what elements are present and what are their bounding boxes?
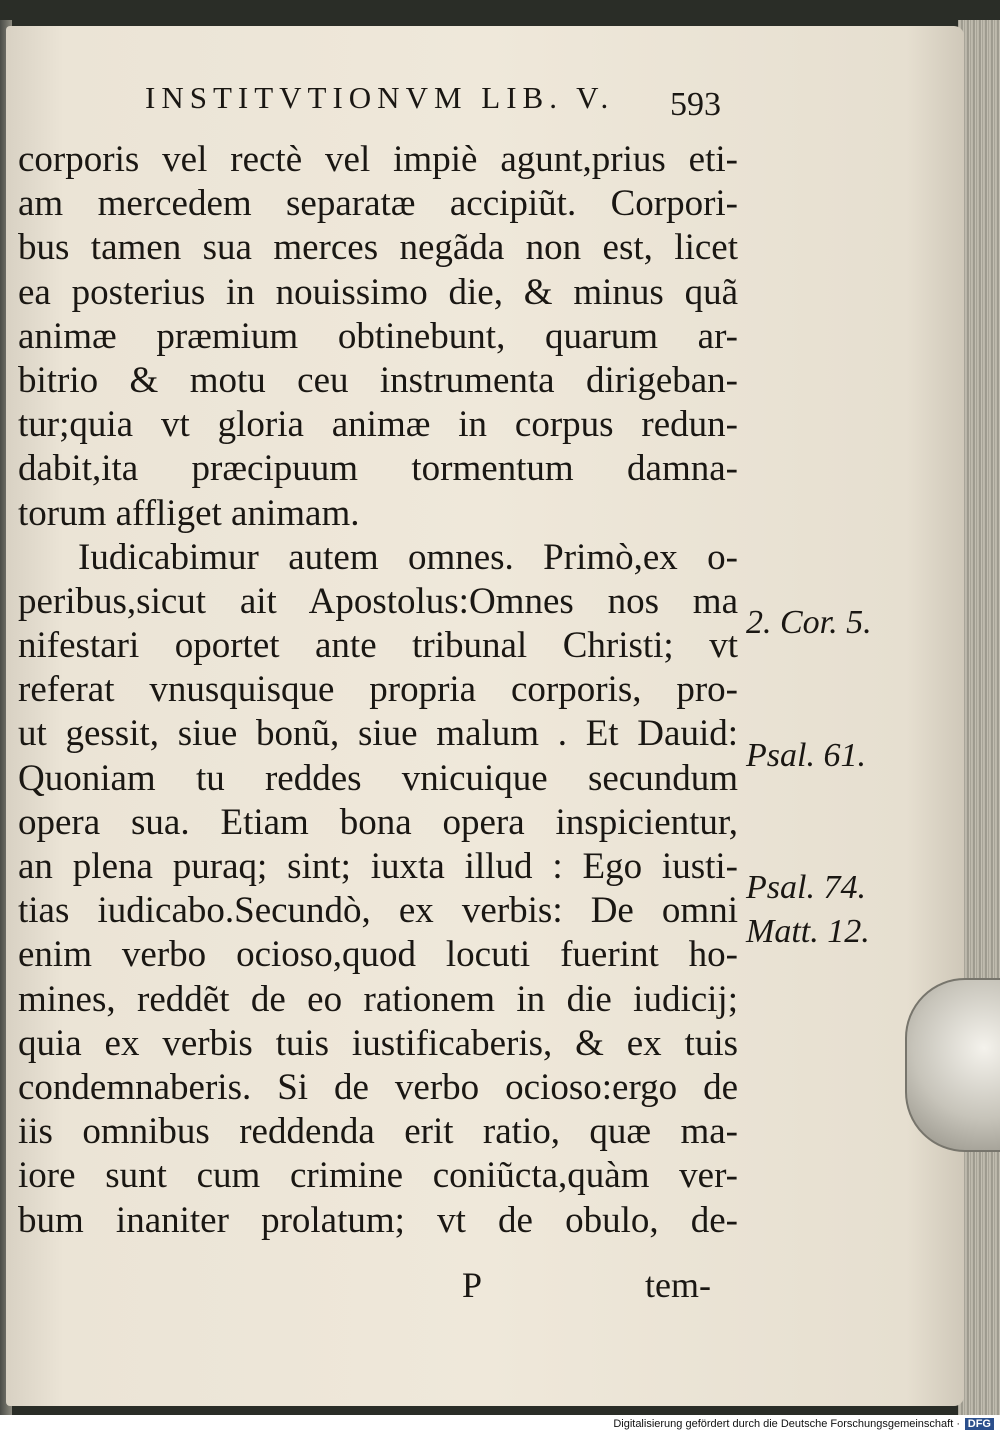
text-line: Iudicabimur autem omnes. Primò,ex o- <box>78 536 738 578</box>
text-line: bum inaniter prolatum; vt de obulo, de- <box>18 1199 738 1241</box>
text-line: ea posterius in nouissimo die, & minus quã <box>18 271 738 313</box>
text-line: animæ præmium obtinebunt, quarum ar- <box>18 315 738 357</box>
text-line: an plena puraq; sint; iuxta illud : Ego iusti- <box>18 846 738 887</box>
signature-mark: P <box>462 1265 483 1305</box>
running-head: INSTITVTIONVM LIB. V. <box>145 80 615 115</box>
text-line: nifestari oportet ante tribunal Christi; vt <box>18 625 738 667</box>
marginal-reference: Psal. 74. <box>746 869 866 906</box>
digitization-credit: Digitalisierung gefördert durch die Deutsche Forschungsgemeinschaft · <box>613 1418 960 1430</box>
text-line: mines, reddẽt de eo rationem in die iudicij; <box>18 978 738 1020</box>
text-line: iis omnibus reddenda erit ratio, quæ ma- <box>18 1111 738 1153</box>
text-line: referat vnusquisque propria corporis, pro- <box>18 669 738 711</box>
text-line: corporis vel rectè vel impiè agunt,prius eti- <box>18 139 738 180</box>
marginal-reference: 2. Cor. 5. <box>746 604 872 641</box>
text-line: Quoniam tu reddes vnicuique secundum <box>18 757 738 799</box>
page-number: 593 <box>670 86 721 123</box>
text-line: tias iudicabo.Secundò, ex verbis: De omni <box>18 890 738 932</box>
body-text <box>18 138 738 1243</box>
page-edges <box>958 20 1000 1415</box>
marginal-reference: Matt. 12. <box>746 913 870 950</box>
text-line: condemnaberis. Si de verbo ocioso:ergo de <box>18 1066 738 1108</box>
text-line: tur;quia vt gloria animæ in corpus redun- <box>18 404 738 446</box>
text-line: opera sua. Etiam bona opera inspicientur, <box>18 801 738 843</box>
catchword: tem- <box>645 1265 711 1305</box>
text-line: dabit,ita præcipuum tormentum damna- <box>18 448 738 490</box>
text-line: iore sunt cum crimine coniũcta,quàm ver- <box>18 1155 738 1197</box>
text-line: quia ex verbis tuis iustificaberis, & ex tuis <box>18 1022 738 1064</box>
text-line: bitrio & motu ceu instrumenta dirigeban- <box>18 359 738 401</box>
text-line: peribus,sicut ait Apostolus:Omnes nos ma <box>18 580 738 622</box>
text-line: ut gessit, siue bonũ, siue malum . Et Dauid: <box>18 713 738 755</box>
thumb-index-tab <box>905 978 1000 1152</box>
marginal-reference: Psal. 61. <box>746 737 866 774</box>
dfg-logo: DFG <box>965 1418 994 1430</box>
text-line: torum affliget animam. <box>18 492 360 534</box>
text-line: bus tamen sua merces negãda non est, licet <box>18 227 738 269</box>
text-line: enim verbo ocioso,quod locuti fuerint ho- <box>18 934 738 976</box>
text-line: am mercedem separatæ accipiũt. Corpori- <box>18 183 738 225</box>
